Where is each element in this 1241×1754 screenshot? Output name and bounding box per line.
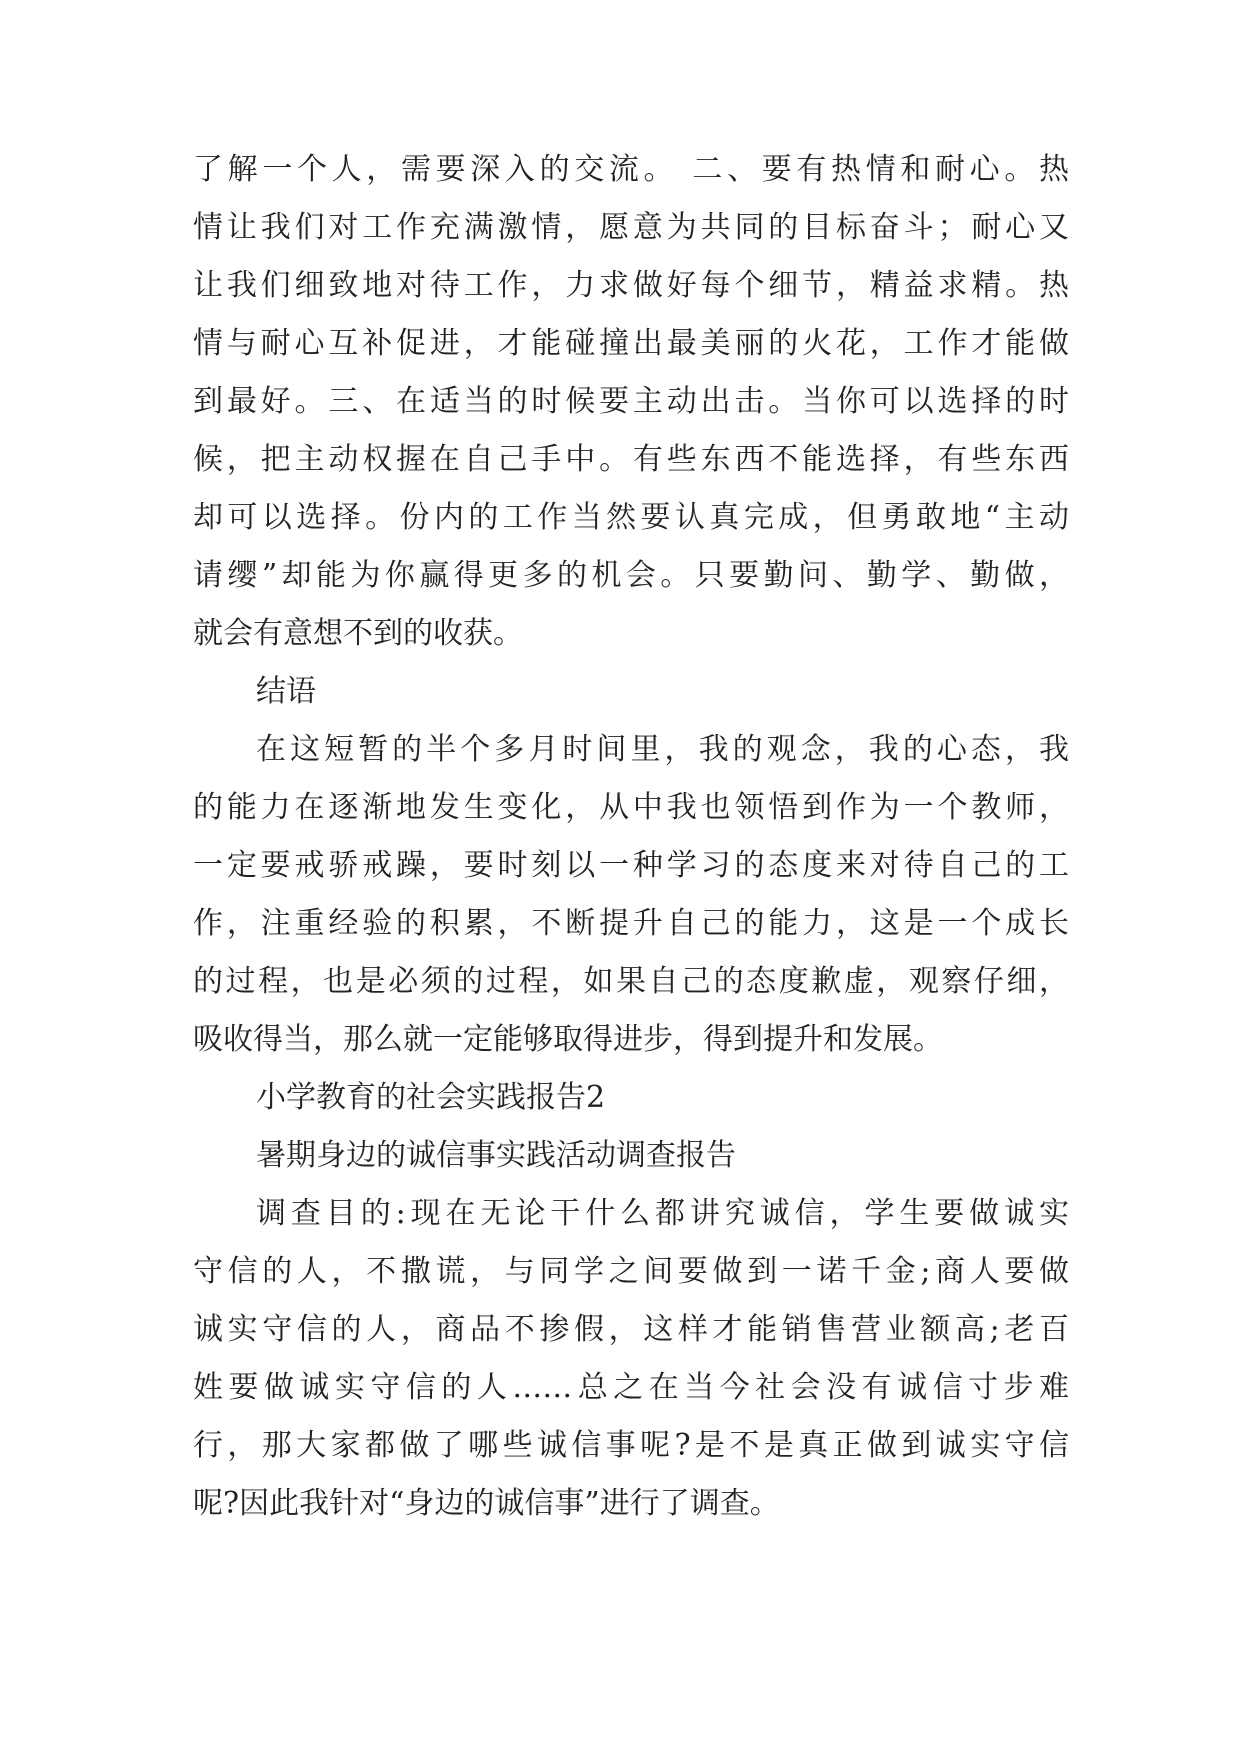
body-text-line: 的能力在逐渐地发生变化，从中我也领悟到作为一个教师， (193, 790, 1069, 825)
body-text-line: 守信的人，不撒谎，与同学之间要做到一诺千金;商人要做 (193, 1254, 1069, 1289)
body-text-line: 情让我们对工作充满激情，愿意为共同的目标奋斗；耐心又 (193, 210, 1069, 245)
body-text-line: 候，把主动权握在自己手中。有些东西不能选择，有些东西 (193, 442, 1069, 477)
body-text-line: 在这短暂的半个多月时间里，我的观念，我的心态，我 (256, 732, 1069, 767)
body-text-line: 呢?因此我针对“身边的诚信事”进行了调查。 (193, 1486, 780, 1521)
body-text-line: 却可以选择。份内的工作当然要认真完成，但勇敢地“主动 (193, 500, 1069, 535)
body-text-line: 的过程，也是必须的过程，如果自己的态度歉虚，观察仔细， (193, 964, 1069, 999)
document-title: 小学教育的社会实践报告2 (256, 1080, 606, 1115)
body-text-line: 姓要做诚实守信的人……总之在当今社会没有诚信寸步难 (193, 1370, 1069, 1405)
body-text-line: 就会有意想不到的收获。 (193, 616, 523, 651)
body-text-line: 了解一个人，需要深入的交流。 二、要有热情和耐心。热 (193, 152, 1069, 187)
body-text-line: 到最好。三、在适当的时候要主动出击。当你可以选择的时 (193, 384, 1069, 419)
body-text-line: 行，那大家都做了哪些诚信事呢?是不是真正做到诚实守信 (193, 1428, 1069, 1463)
body-text-line: 诚实守信的人，商品不掺假，这样才能销售营业额高;老百 (193, 1312, 1069, 1347)
body-text-line: 作，注重经验的积累，不断提升自己的能力，这是一个成长 (193, 906, 1069, 941)
body-text-line: 让我们细致地对待工作，力求做好每个细节，精益求精。热 (193, 268, 1069, 303)
body-text-line: 请缨”却能为你赢得更多的机会。只要勤问、勤学、勤做， (193, 558, 1069, 593)
body-text-line: 情与耐心互补促进，才能碰撞出最美丽的火花，工作才能做 (193, 326, 1069, 361)
report-subtitle: 暑期身边的诚信事实践活动调查报告 (256, 1138, 736, 1173)
body-text-line: 吸收得当，那么就一定能够取得进步，得到提升和发展。 (193, 1022, 943, 1057)
body-text-line: 一定要戒骄戒躁，要时刻以一种学习的态度来对待自己的工 (193, 848, 1069, 883)
section-heading-conclusion: 结语 (256, 674, 316, 709)
body-text-line: 调查目的:现在无论干什么都讲究诚信，学生要做诚实 (256, 1196, 1069, 1231)
